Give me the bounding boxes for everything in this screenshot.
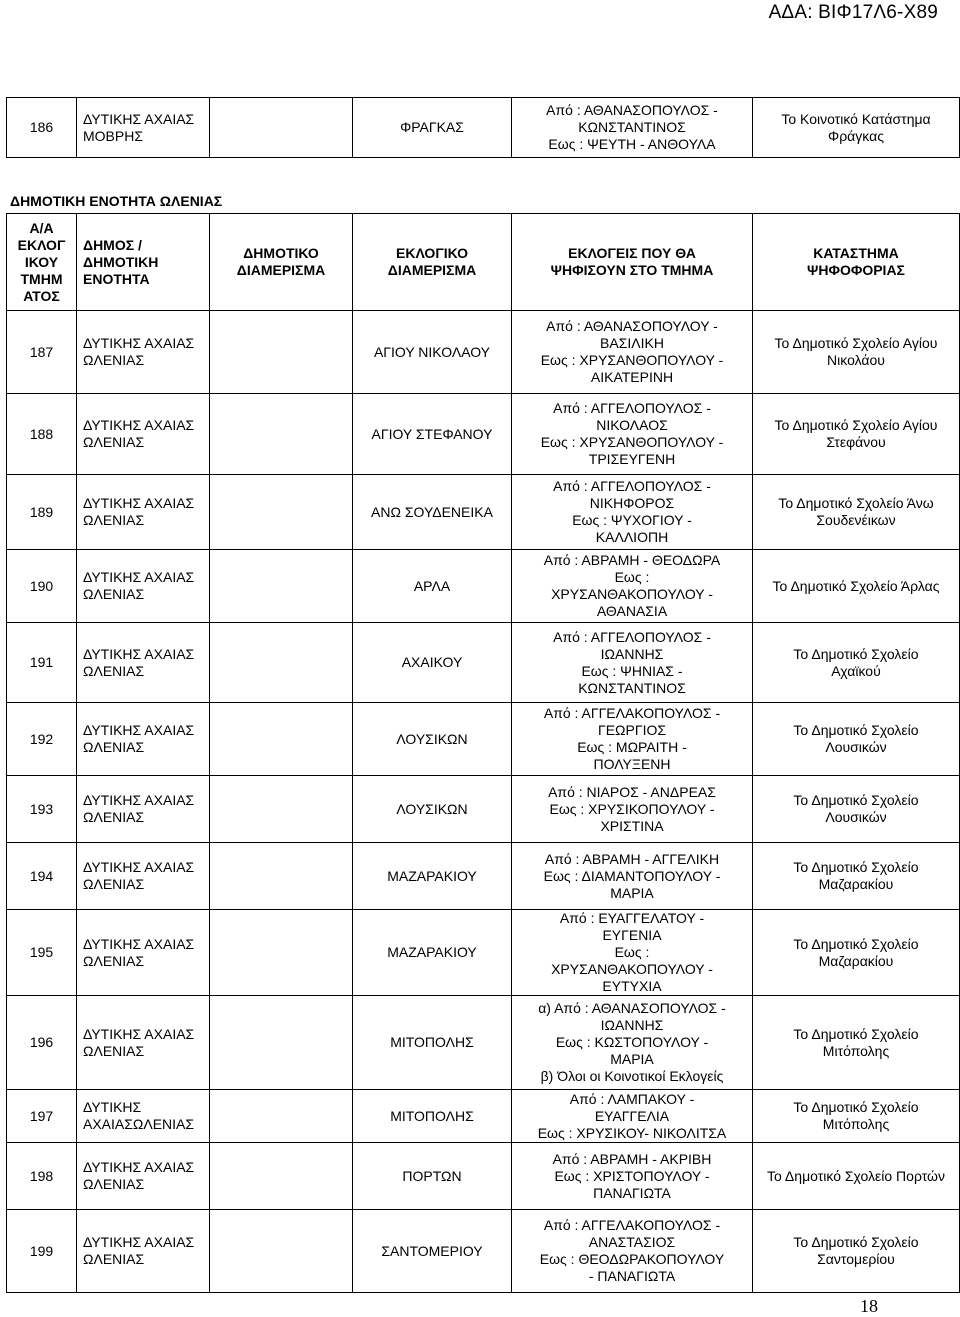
municipality-cell: ΔΥΤΙΚΗΣ ΑΧΑΙΑΣ ΩΛΕΝΙΑΣ: [77, 703, 210, 776]
voters-cell: Από : ΑΘΑΝΑΣΟΠΟΥΛΟΥ - ΒΑΣΙΛΙΚΗ Εως : ΧΡΥΣΑΝΘΟΠΟΥΛΟΥ - ΑΙΚΑΤΕΡΙΝΗ: [512, 311, 753, 394]
section-title: ΔΗΜΟΤΙΚΗ ΕΝΟΤΗΤΑ ΩΛΕΝΙΑΣ: [10, 193, 223, 209]
municipality-cell: ΔΥΤΙΚΗΣ ΑΧΑΙΑΣΩΛΕΝΙΑΣ: [77, 1090, 210, 1143]
voters-cell: Από : ΑΓΓΕΛΑΚΟΠΟΥΛΟΣ - ΑΝΑΣΤΑΣΙΟΣ Εως : ΘΕΟΔΩΡΑΚΟΠΟΥΛΟΥ - ΠΑΝΑΓΙΩΤΑ: [512, 1210, 753, 1293]
electoral-section-cell: ΠΟΡΤΩΝ: [353, 1143, 512, 1210]
table-row: [7, 98, 960, 158]
municipal-section-cell: [210, 311, 353, 394]
table-row: [7, 1090, 960, 1143]
column-header-electoral-section: ΕΚΛΟΓΙΚΟ ΔΙΑΜΕΡΙΣΜΑ: [353, 214, 512, 311]
polling-station-cell: Το Δημοτικό Σχολείο Αγίου Στεφάνου: [753, 394, 960, 475]
municipal-section-cell: [210, 394, 353, 475]
row-number: 187: [7, 311, 77, 394]
municipal-section-cell: [210, 776, 353, 843]
municipality-cell: ΔΥΤΙΚΗΣ ΑΧΑΙΑΣ ΜΟΒΡΗΣ: [77, 98, 210, 158]
table-header-row: [7, 214, 960, 311]
polling-station-cell: Το Δημοτικό Σχολείο Μιτόπολης: [753, 1090, 960, 1143]
table-row: [7, 843, 960, 910]
table-row: [7, 623, 960, 703]
voters-cell: Από : ΝΙΑΡΟΣ - ΑΝΔΡΕΑΣ Εως : ΧΡΥΣΙΚΟΠΟΥΛΟΥ - ΧΡΙΣΤΙΝΑ: [512, 776, 753, 843]
municipality-cell: ΔΥΤΙΚΗΣ ΑΧΑΙΑΣ ΩΛΕΝΙΑΣ: [77, 1143, 210, 1210]
row-number: 198: [7, 1143, 77, 1210]
municipal-section-cell: [210, 996, 353, 1090]
row-number: 196: [7, 996, 77, 1090]
table-row: [7, 703, 960, 776]
electoral-section-cell: ΑΓΙΟΥ ΝΙΚΟΛΑΟΥ: [353, 311, 512, 394]
voters-cell: Από : ΑΓΓΕΛΟΠΟΥΛΟΣ - ΝΙΚΗΦΟΡΟΣ Εως : ΨΥΧΟΓΙΟΥ - ΚΑΛΛΙΟΠΗ: [512, 475, 753, 550]
municipality-cell: ΔΥΤΙΚΗΣ ΑΧΑΙΑΣ ΩΛΕΝΙΑΣ: [77, 776, 210, 843]
polling-station-cell: Το Δημοτικό Σχολείο Άρλας: [753, 550, 960, 623]
table-body: [7, 311, 960, 1293]
row-number: 197: [7, 1090, 77, 1143]
voters-cell: Από : ΑΓΓΕΛΟΠΟΥΛΟΣ - ΙΩΑΝΝΗΣ Εως : ΨΗΝΙΑΣ - ΚΩΝΣΤΑΝΤΙΝΟΣ: [512, 623, 753, 703]
polling-station-cell: Το Δημοτικό Σχολείο Άνω Σουδενέικων: [753, 475, 960, 550]
electoral-section-cell: ΜΑΖΑΡΑΚΙΟΥ: [353, 843, 512, 910]
municipality-cell: ΔΥΤΙΚΗΣ ΑΧΑΙΑΣ ΩΛΕΝΙΑΣ: [77, 1210, 210, 1293]
voters-cell: Από : ΑΓΓΕΛΑΚΟΠΟΥΛΟΣ - ΓΕΩΡΓΙΟΣ Εως : ΜΩΡΑΙΤΗ - ΠΟΛΥΞΕΝΗ: [512, 703, 753, 776]
row-number: 188: [7, 394, 77, 475]
polling-station-cell: Το Κοινοτικό Κατάστημα Φράγκας: [753, 98, 960, 158]
voters-cell: Από : ΑΓΓΕΛΟΠΟΥΛΟΣ - ΝΙΚΟΛΑΟΣ Εως : ΧΡΥΣΑΝΘΟΠΟΥΛΟΥ - ΤΡΙΣΕΥΓΕΝΗ: [512, 394, 753, 475]
row-number: 199: [7, 1210, 77, 1293]
electoral-section-cell: ΜΙΤΟΠΟΛΗΣ: [353, 996, 512, 1090]
electoral-section-cell: ΑΧΑΙΚΟΥ: [353, 623, 512, 703]
municipality-cell: ΔΥΤΙΚΗΣ ΑΧΑΙΑΣ ΩΛΕΝΙΑΣ: [77, 475, 210, 550]
polling-station-cell: Το Δημοτικό Σχολείο Μαζαρακίου: [753, 843, 960, 910]
municipality-cell: ΔΥΤΙΚΗΣ ΑΧΑΙΑΣ ΩΛΕΝΙΑΣ: [77, 843, 210, 910]
electoral-section-cell: ΛΟΥΣΙΚΩΝ: [353, 776, 512, 843]
row-number: 189: [7, 475, 77, 550]
table-row: [7, 776, 960, 843]
polling-stations-table: [6, 213, 960, 1293]
municipality-cell: ΔΥΤΙΚΗΣ ΑΧΑΙΑΣ ΩΛΕΝΙΑΣ: [77, 394, 210, 475]
municipal-section-cell: [210, 1210, 353, 1293]
row-number: 190: [7, 550, 77, 623]
polling-station-cell: Το Δημοτικό Σχολείο Λουσικών: [753, 776, 960, 843]
municipal-section-cell: [210, 843, 353, 910]
electoral-section-cell: ΜΙΤΟΠΟΛΗΣ: [353, 1090, 512, 1143]
column-header-number: Α/Α ΕΚΛΟΓ ΙΚΟΥ ΤΜΗΜ ΑΤΟΣ: [7, 214, 77, 311]
polling-station-cell: Το Δημοτικό Σχολείο Πορτών: [753, 1143, 960, 1210]
row-number: 192: [7, 703, 77, 776]
column-header-municipality: ΔΗΜΟΣ / ΔΗΜΟΤΙΚΗ ΕΝΟΤΗΤΑ: [77, 214, 210, 311]
table-row: [7, 550, 960, 623]
voters-cell: Από : ΑΒΡΑΜΗ - ΘΕΟΔΩΡΑ Εως : ΧΡΥΣΑΝΘΑΚΟΠΟΥΛΟΥ - ΑΘΑΝΑΣΙΑ: [512, 550, 753, 623]
electoral-section-cell: ΑΓΙΟΥ ΣΤΕΦΑΝΟΥ: [353, 394, 512, 475]
row-number: 191: [7, 623, 77, 703]
page-number: 18: [860, 1296, 878, 1316]
electoral-section-cell: ΛΟΥΣΙΚΩΝ: [353, 703, 512, 776]
polling-station-cell: Το Δημοτικό Σχολείο Αχαϊκού: [753, 623, 960, 703]
municipality-cell: ΔΥΤΙΚΗΣ ΑΧΑΙΑΣ ΩΛΕΝΙΑΣ: [77, 550, 210, 623]
polling-station-cell: Το Δημοτικό Σχολείο Μιτόπολης: [753, 996, 960, 1090]
municipality-cell: ΔΥΤΙΚΗΣ ΑΧΑΙΑΣ ΩΛΕΝΙΑΣ: [77, 623, 210, 703]
table-row: [7, 996, 960, 1090]
municipal-section-cell: [210, 475, 353, 550]
polling-station-cell: Το Δημοτικό Σχολείο Λουσικών: [753, 703, 960, 776]
voters-cell: Από : ΑΒΡΑΜΗ - ΑΚΡΙΒΗ Εως : ΧΡΙΣΤΟΠΟΥΛΟΥ - ΠΑΝΑΓΙΩΤΑ: [512, 1143, 753, 1210]
municipal-section-cell: [210, 703, 353, 776]
municipal-section-cell: [210, 98, 353, 158]
municipality-cell: ΔΥΤΙΚΗΣ ΑΧΑΙΑΣ ΩΛΕΝΙΑΣ: [77, 910, 210, 996]
table-row: [7, 1210, 960, 1293]
row-number: 186: [7, 98, 77, 158]
electoral-section-cell: ΑΡΛΑ: [353, 550, 512, 623]
electoral-section-cell: ΣΑΝΤΟΜΕΡΙΟΥ: [353, 1210, 512, 1293]
electoral-section-cell: ΑΝΩ ΣΟΥΔΕΝΕΙΚΑ: [353, 475, 512, 550]
row-number: 194: [7, 843, 77, 910]
table-row: [7, 1143, 960, 1210]
table-row: [7, 311, 960, 394]
voters-cell: Από : ΑΒΡΑΜΗ - ΑΓΓΕΛΙΚΗ Εως : ΔΙΑΜΑΝΤΟΠΟΥΛΟΥ - ΜΑΡΙΑ: [512, 843, 753, 910]
municipal-section-cell: [210, 623, 353, 703]
column-header-polling-station: ΚΑΤΑΣΤΗΜΑ ΨΗΦΟΦΟΡΙΑΣ: [753, 214, 960, 311]
column-header-voters: ΕΚΛΟΓΕΙΣ ΠΟΥ ΘΑ ΨΗΦΙΣΟΥΝ ΣΤΟ ΤΜΗΜΑ: [512, 214, 753, 311]
electoral-section-cell: ΦΡΑΓΚΑΣ: [353, 98, 512, 158]
table-row: [7, 910, 960, 996]
municipal-section-cell: [210, 910, 353, 996]
polling-station-cell: Το Δημοτικό Σχολείο Σαντομερίου: [753, 1210, 960, 1293]
table-row: [7, 475, 960, 550]
polling-station-cell: Το Δημοτικό Σχολείο Αγίου Νικολάου: [753, 311, 960, 394]
polling-station-cell: Το Δημοτικό Σχολείο Μαζαρακίου: [753, 910, 960, 996]
voters-cell: Από : ΛΑΜΠΑΚΟΥ - ΕΥΑΓΓΕΛΙΑ Εως : ΧΡΥΣΙΚΟΥ- ΝΙΚΟΛΙΤΣΑ: [512, 1090, 753, 1143]
municipal-section-cell: [210, 550, 353, 623]
previous-section-table: [6, 97, 960, 158]
municipal-section-cell: [210, 1090, 353, 1143]
ada-code: ΑΔΑ: ΒΙΦ17Λ6-Χ89: [768, 2, 938, 23]
municipal-section-cell: [210, 1143, 353, 1210]
municipality-cell: ΔΥΤΙΚΗΣ ΑΧΑΙΑΣ ΩΛΕΝΙΑΣ: [77, 996, 210, 1090]
voters-cell: Από : ΕΥΑΓΓΕΛΑΤΟΥ - ΕΥΓΕΝΙΑ Εως : ΧΡΥΣΑΝΘΑΚΟΠΟΥΛΟΥ - ΕΥΤΥΧΙΑ: [512, 910, 753, 996]
table-row: [7, 394, 960, 475]
voters-cell: Από : ΑΘΑΝΑΣΟΠΟΥΛΟΣ - ΚΩΝΣΤΑΝΤΙΝΟΣ Εως : ΨΕΥΤΗ - ΑΝΘΟΥΛΑ: [512, 98, 753, 158]
municipality-cell: ΔΥΤΙΚΗΣ ΑΧΑΙΑΣ ΩΛΕΝΙΑΣ: [77, 311, 210, 394]
electoral-section-cell: ΜΑΖΑΡΑΚΙΟΥ: [353, 910, 512, 996]
row-number: 193: [7, 776, 77, 843]
column-header-municipal-section: ΔΗΜΟΤΙΚΟ ΔΙΑΜΕΡΙΣΜΑ: [210, 214, 353, 311]
voters-cell: α) Από : ΑΘΑΝΑΣΟΠΟΥΛΟΣ - ΙΩΑΝΝΗΣ Εως : ΚΩΣΤΟΠΟΥΛΟΥ - ΜΑΡΙΑ β) Όλοι οι Κοινοτικοί Εκλογείς: [512, 996, 753, 1090]
row-number: 195: [7, 910, 77, 996]
